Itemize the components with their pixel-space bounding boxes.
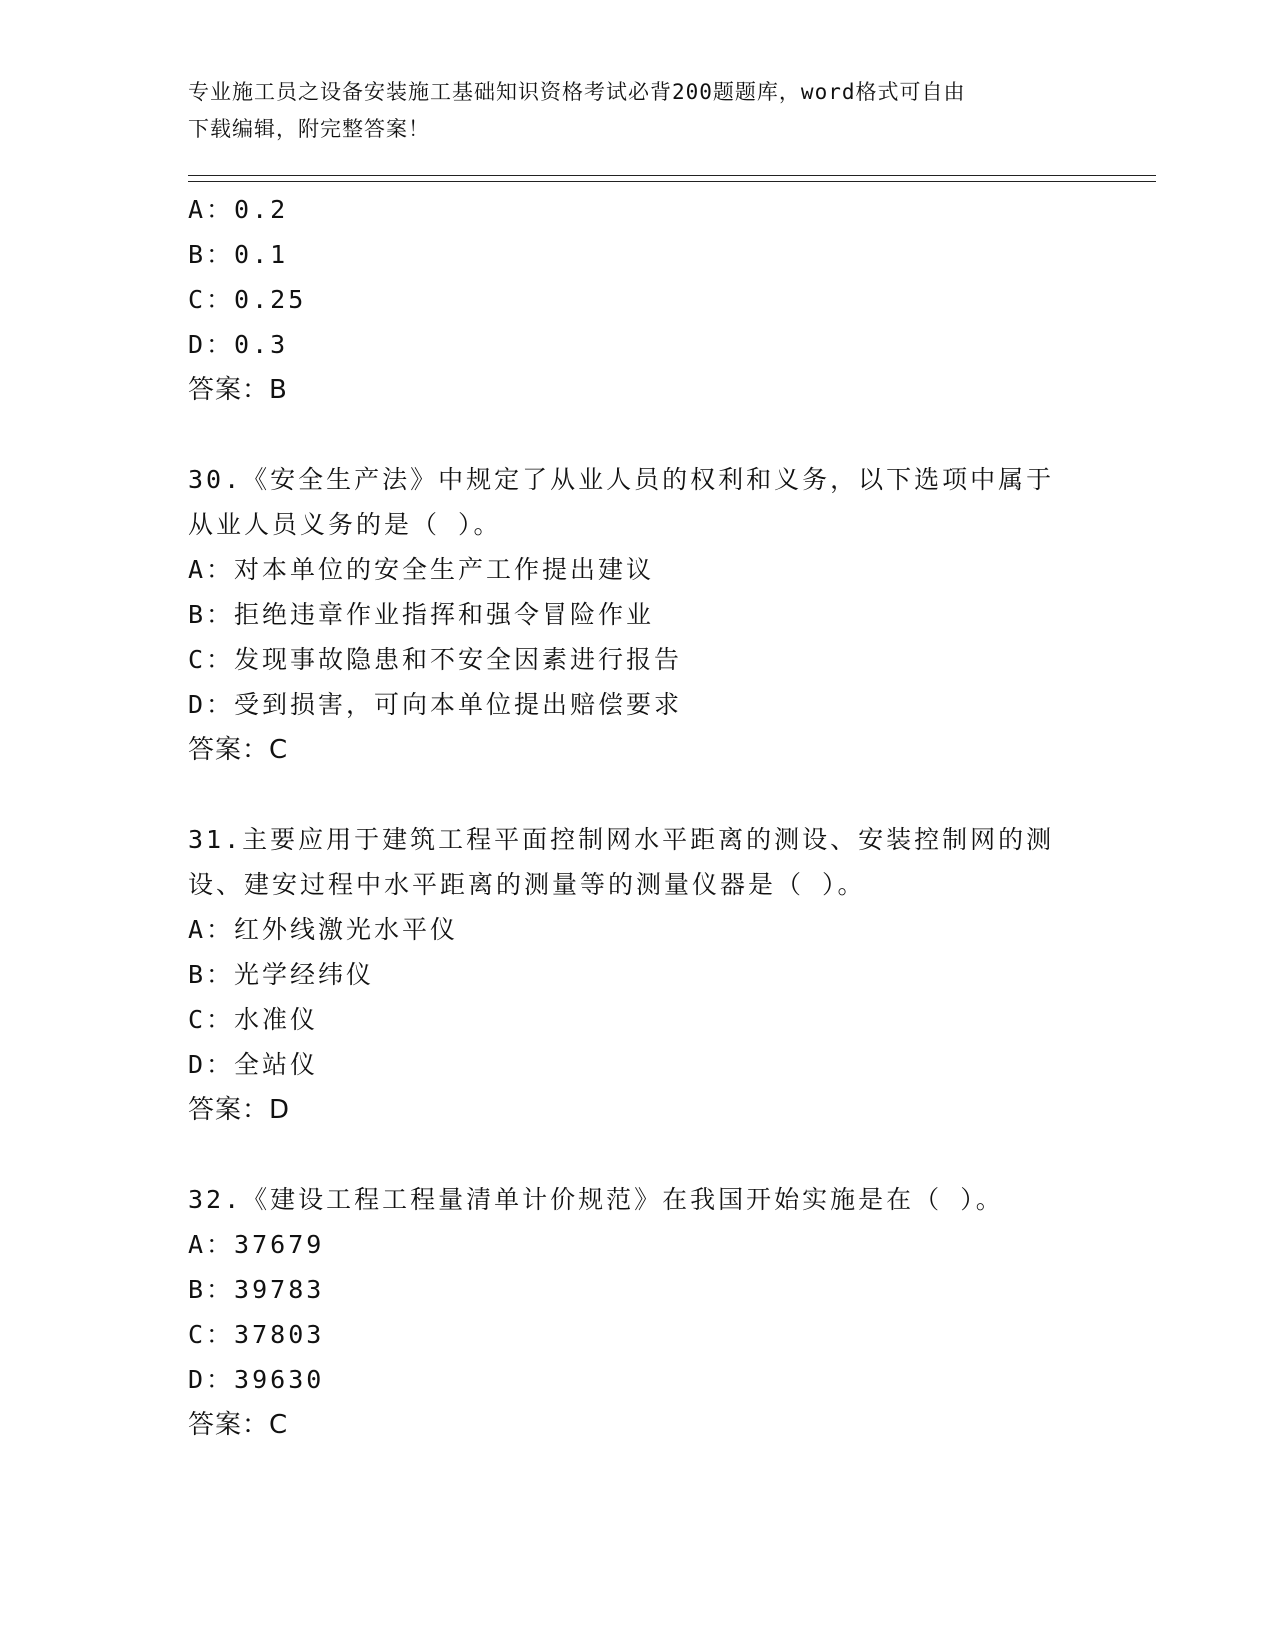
- q29-option-d: D：0.3: [188, 330, 289, 359]
- q30-option-d: D：受到损害，可向本单位提出赔偿要求: [188, 690, 683, 719]
- q32-stem-line-1: 32.《建设工程工程量清单计价规范》在我国开始实施是在（ ）。: [188, 1185, 1004, 1214]
- header-divider-bottom: [188, 181, 1156, 182]
- q31-option-a: A：红外线激光水平仪: [188, 915, 459, 944]
- q32-option-d: D：39630: [188, 1365, 325, 1394]
- q32-option-c: C：37803: [188, 1320, 325, 1349]
- q29-answer: 答案：B: [188, 375, 288, 405]
- q30-answer: 答案：C: [188, 735, 289, 765]
- document-header: [188, 74, 1088, 148]
- q31-option-b: B：光学经纬仪: [188, 960, 375, 989]
- q31-option-c: C：水准仪: [188, 1005, 319, 1034]
- header-line-2: 下载编辑，附完整答案！: [188, 117, 430, 141]
- q31-answer: 答案：D: [188, 1095, 291, 1125]
- q29-option-b: B：0.1: [188, 240, 289, 269]
- q31-stem-line-1: 31.主要应用于建筑工程平面控制网水平距离的测设、安装控制网的测: [188, 825, 1055, 854]
- header-line-1: 专业施工员之设备安装施工基础知识资格考试必背200题题库，word格式可自由: [188, 80, 966, 104]
- q30-option-b: B：拒绝违章作业指挥和强令冒险作业: [188, 600, 655, 629]
- q30-option-c: C：发现事故隐患和不安全因素进行报告: [188, 645, 683, 674]
- q32-option-a: A：37679: [188, 1230, 325, 1259]
- q32-option-b: B：39783: [188, 1275, 325, 1304]
- q30-option-a: A：对本单位的安全生产工作提出建议: [188, 555, 655, 584]
- q30-stem-line-1: 30.《安全生产法》中规定了从业人员的权利和义务，以下选项中属于: [188, 465, 1055, 494]
- q31-option-d: D：全站仪: [188, 1050, 319, 1079]
- q30-stem-line-2: 从业人员义务的是（ ）。: [188, 510, 502, 539]
- header-divider-top: [188, 175, 1156, 176]
- q29-option-c: C：0.25: [188, 285, 307, 314]
- q32-answer: 答案：C: [188, 1410, 289, 1440]
- q31-stem-line-2: 设、建安过程中水平距离的测量等的测量仪器是（ ）。: [188, 870, 866, 899]
- q29-option-a: A：0.2: [188, 195, 289, 224]
